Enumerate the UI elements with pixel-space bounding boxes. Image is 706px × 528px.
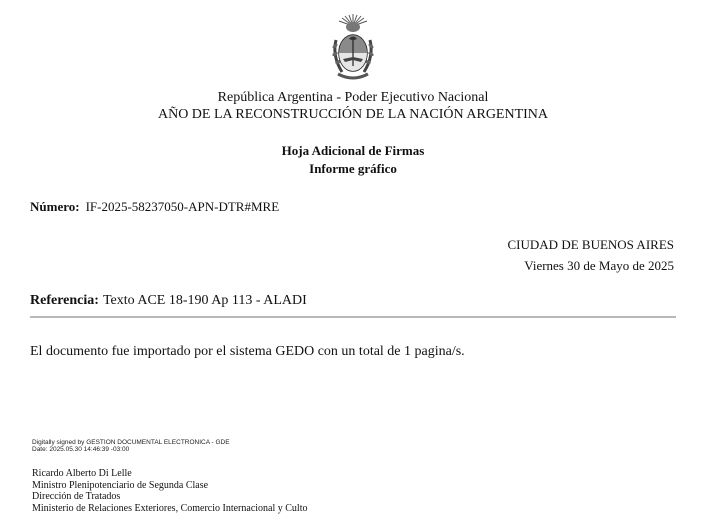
signer-block: [32, 468, 307, 514]
signer-ministry: Ministerio de Relaciones Exteriores, Comercio Internacional y Culto: [32, 502, 308, 514]
document-title: Hoja Adicional de Firmas: [281, 143, 425, 158]
reference-label: Referencia:: [30, 293, 99, 308]
coat-of-arms-icon: [328, 12, 378, 84]
document-subtitle: Informe gráfico: [309, 161, 397, 176]
digital-signature-line: Digitally signed by GESTION DOCUMENTAL ELECTRONICA - GDE: [32, 439, 230, 446]
digital-signature-stamp: [32, 439, 230, 453]
reference-value: Texto ACE 18-190 Ap 113 - ALADI: [102, 293, 307, 308]
city: CIUDAD DE BUENOS AIRES: [507, 237, 674, 252]
document-number-value: IF-2025-58237050-APN-DTR#MRE: [85, 199, 280, 214]
document-number: [30, 199, 279, 215]
signer-position: Ministro Plenipotenciario de Segunda Clase: [32, 479, 209, 491]
divider: [30, 316, 676, 318]
body-text: El documento fue importado por el sistema GEDO con un total de 1 pagina/s.: [30, 344, 465, 359]
signer-office: Dirección de Tratados: [32, 491, 121, 502]
header-line-1: República Argentina - Poder Ejecutivo Nacional: [217, 90, 489, 105]
digital-signature-date: Date: 2025.05.30 14:46:39 -03:00: [32, 446, 130, 453]
document-number-label: Número:: [30, 199, 80, 214]
date: Viernes 30 de Mayo de 2025: [524, 258, 674, 273]
header-line-2: AÑO DE LA RECONSTRUCCIÓN DE LA NACIÓN ARGENTINA: [157, 107, 549, 122]
reference: [30, 293, 307, 309]
signer-name: Ricardo Alberto Di Lelle: [32, 468, 132, 479]
